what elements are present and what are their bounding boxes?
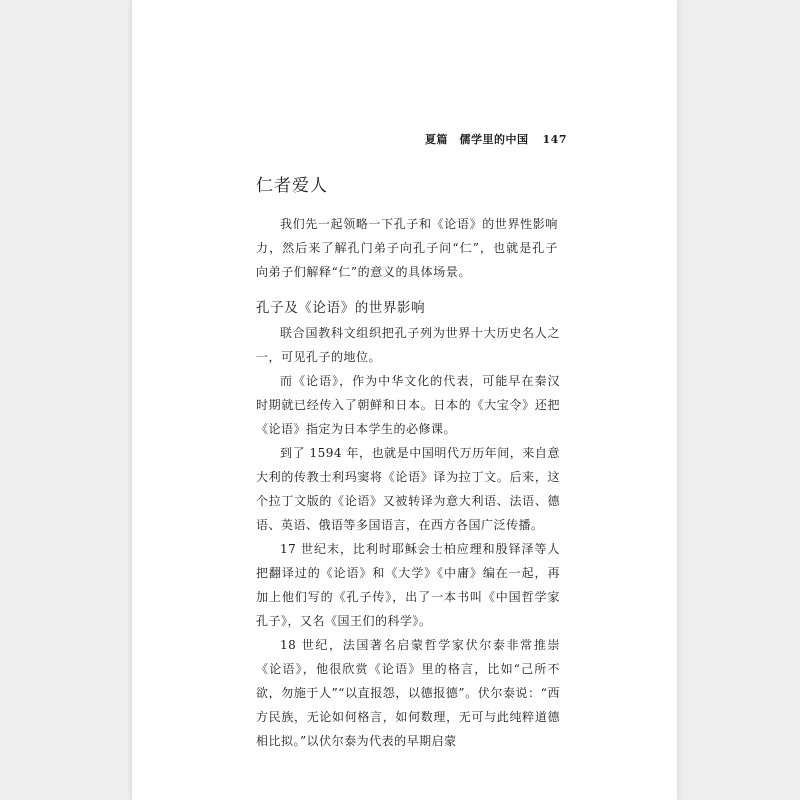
chapter-title: 仁者爱人 — [256, 176, 328, 196]
body-paragraph: 18 世纪，法国著名启蒙哲学家伏尔泰非常推崇《论语》，他很欣赏《论语》里的格言，比如“己所不欲，勿施于人”“以直报怨，以德报德”。伏尔泰说：“西方民族，无论如何格言，如何数理，无可与此纯粹道德相比拟。”以伏尔泰为代表的早期启蒙 — [256, 638, 560, 748]
intro-paragraph: 我们先一起领略一下孔子和《论语》的世界性影响力，然后来了解孔门弟子向孔子问“仁”，也就是孔子向弟子们解释“仁”的意义的具体场景。 — [256, 217, 558, 279]
running-header — [425, 131, 567, 147]
body-paragraph: 到了 1594 年，也就是中国明代万历年间，来自意大利的传教士利玛窦将《论语》译为拉丁文。后来，这个拉丁文版的《论语》又被转译为意大利语、法语、德语、英语、俄语等多国语言，在西方各国广泛传播。 — [256, 446, 560, 532]
chapter-intro — [256, 212, 558, 284]
body-paragraph: 联合国教科文组织把孔子列为世界十大历史名人之一，可见孔子的地位。 — [256, 326, 560, 364]
running-title: 夏篇 儒学里的中国 — [425, 133, 529, 146]
section-body — [256, 321, 560, 753]
body-paragraph: 17 世纪末，比利时耶稣会士柏应理和殷铎泽等人把翻译过的《论语》和《大学》《中庸》编在一起，再加上他们写的《孔子传》，出了一本书叫《中国哲学家孔子》，又名《国王们的科学》。 — [256, 542, 560, 628]
page-number: 147 — [542, 133, 567, 146]
book-page — [132, 0, 677, 800]
body-paragraph: 而《论语》，作为中华文化的代表，可能早在秦汉时期就已经传入了朝鲜和日本。日本的《大宝令》还把《论语》指定为日本学生的必修课。 — [256, 374, 560, 436]
section-title: 孔子及《论语》的世界影响 — [256, 300, 426, 316]
